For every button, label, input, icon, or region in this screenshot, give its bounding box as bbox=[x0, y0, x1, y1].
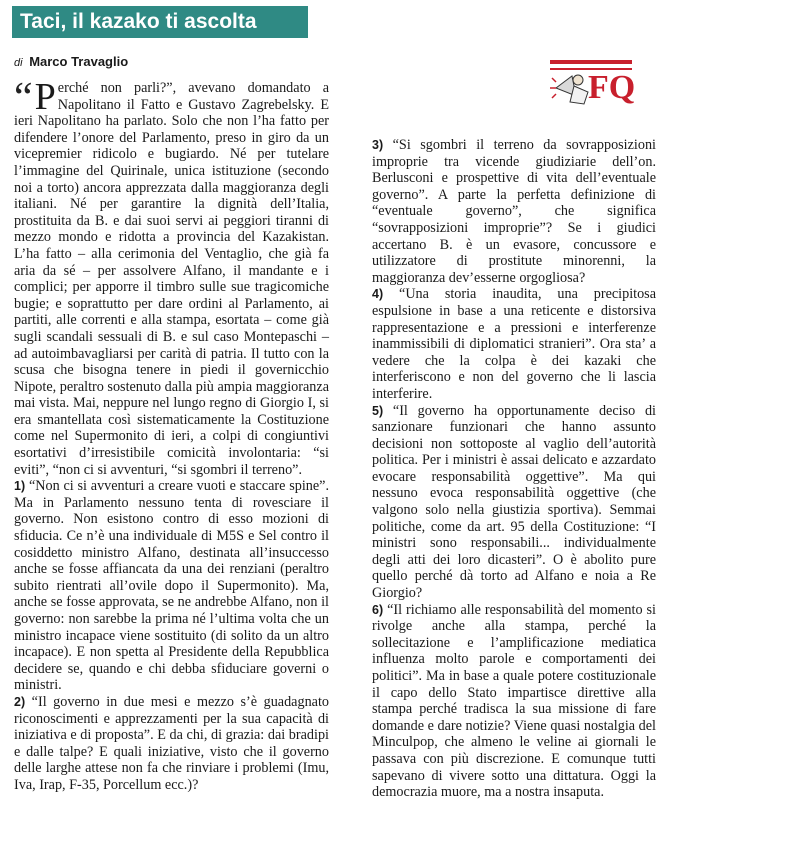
dropcap: P bbox=[34, 76, 56, 118]
megaphone-figure-icon bbox=[550, 75, 588, 104]
point-number: 4) bbox=[372, 287, 384, 302]
byline-prefix: di bbox=[14, 57, 23, 69]
point-paragraph bbox=[372, 286, 656, 402]
logo-stripe bbox=[550, 60, 632, 64]
point-text: “Il richiamo alle responsabilità del momento si rivolge anche alla stampa, perché la sollecitazione e l’amplificazione mediatica influenza molto parole e comportamenti dei politici”. Ma in base a quale potere costituzionale il capo dello Stato impartisce direttive alla stampa perché tradisca la sua missione di fare domande e dare notizie? Viene quasi nostalgia del Minculpop, che almeno le veline ai giornali le passava con più discrezione. E comunque tutti sapevano di vivere sotto una dittatura. Oggi la democrazia muore, ma a nostra insaputa. bbox=[372, 601, 657, 801]
fq-logo-graphic bbox=[548, 58, 634, 106]
point-number: 1) bbox=[14, 479, 26, 494]
intro-text: erché non parli?”, avevano domandato a Napolitano il Fatto e Gustavo Zagrebelsky. E ieri Napolitano ha parlato. Solo che non l’ha fatto per difendere l’onore del Parlamento, preso in giro da un vicepremier ridicolo e bugiardo. Né per tutelare l’immagine del Quirinale, unica istituzione (secondo noi a torto) ancora apprezzata dalla maggioranza degli italiani. Né per garantire la dignità dell’Italia, prostituita da B. e dai suoi servi ai peggiori tiranni di mezzo mondo e ridotta a provincia del Kazakistan. L’ha fatto – alla cerimonia del Ventaglio, che già fa aria da sé – per assolvere Alfano, il mandante e i complici; per apporre il timbro sulle sue tragicomiche bugie; e soprattutto per dare ordini al Parlamento, ai partiti, alle correnti e alla stampa, esortata – come già sugli scandali sessuali di B. e sul caso Montepaschi – ad autoimbavagliarsi per carità di patria. Il tutto con la scusa che bisogna tenere in piedi il governicchio Nipote, peraltro sostenuto dalla più ampia maggioranza mai vista. Mai, neppure nel lungo regno di Giorgio I, si era smantellata così sistematicamente la Costituzione come nel Supermonito di ieri, a colpi di congiuntivi esortativi d’irresistibile comicità involontaria: “si eviti”, “non ci si avventuri, “si sgombri il terreno”. bbox=[14, 80, 329, 478]
article-column-1 bbox=[14, 75, 330, 794]
byline bbox=[14, 54, 128, 69]
point-text: “Non ci si avventuri a creare vuoti e staccare spine”. Ma in Parlamento nessuno tenta di rovesciare il governo. Non esistono contro di esso mozioni di sfiducia. Ce n’è una individuale di M5S e Sel contro il cosiddetto ministro Alfano, destinata all’insuccesso anche se fosse affiancata da una dei renziani (peraltro subito rientrati all’ovile dopo il Supermonito). Ma, anche se fosse approvata, se ne andrebbe Alfano, non il governo: non sarebbe la prima né l’ultima volta che un ministro incapace viene sostituito (di solito da un altro incapace). E non spetta al Presidente della Repubblica decidere se, quando e chi debba sfiduciare governi o ministri. bbox=[14, 478, 330, 694]
logo-letters: FQ bbox=[588, 69, 634, 106]
headline-bar bbox=[12, 6, 308, 38]
byline-author: Marco Travaglio bbox=[29, 54, 129, 69]
point-paragraph bbox=[372, 137, 656, 286]
headline: Taci, il kazako ti ascolta bbox=[20, 10, 257, 33]
point-text: “Una storia inaudita, una precipitosa espulsione in base a una reticente e distorsiva rappresentazione e a pressioni e interferenze inammissibili di diplomatici stranieri”. Ora sta’ a vedere che la colpa è dei kazaki che interferiscono e non del governo che li lascia interferire. bbox=[372, 286, 656, 402]
point-text: “Il governo in due mesi e mezzo s’è guadagnato riconoscimenti e apprezzamenti per la sua capacità di iniziativa e di proposta”. E da chi, di grazia: dai bradipi e dalle talpe? E quali iniziative, visto che il governo delle larghe attese non fa che rinviare i problemi (Imu, Iva, Irap, F-35, Porcellum ecc.)? bbox=[14, 693, 330, 793]
point-text: “Il governo ha opportunamente deciso di sanzionare funzionari che hanno assunto decisioni non sottoposte al vaglio dell’autorità politica. Per i ministri è assai delicato e azzardato evocare responsabilità oggettive”. Ma qui nessuno evoca responsabilità oggettive (che valgono solo nella giustizia sportiva). Semmai politiche, come da art. 95 della Costituzione: “I ministri sono responsabili... individualmente degli atti dei loro dicasteri”. O è abolito pure quello perché dà torto ad Alfano e noia a Re Giorgio? bbox=[372, 402, 656, 602]
open-quote-glyph: “ bbox=[14, 75, 33, 121]
article-column-2 bbox=[372, 137, 656, 801]
point-number: 5) bbox=[372, 403, 384, 418]
point-paragraph bbox=[372, 602, 656, 801]
point-paragraph bbox=[14, 694, 329, 794]
point-number: 6) bbox=[372, 602, 384, 617]
point-number: 3) bbox=[372, 138, 384, 152]
intro-paragraph bbox=[14, 75, 329, 478]
fq-logo bbox=[548, 58, 634, 106]
point-text: “Si sgombri il terreno da sovrapposizioni improprie tra vicende giudiziarie dell’on. Berlusconi e prospettive di vita dell’eventuale governo”. A parte la perfetta definizione di “eventuale governo”, che significa “sovrapposizioni improprie”? Se i giudici accertano B. è un evasore, concussore e utilizzatore di prostitute minorenni, la maggioranza dev’esserne orgogliosa? bbox=[372, 137, 656, 286]
point-number: 2) bbox=[14, 694, 26, 709]
point-paragraph bbox=[372, 403, 656, 602]
point-paragraph bbox=[14, 478, 329, 694]
